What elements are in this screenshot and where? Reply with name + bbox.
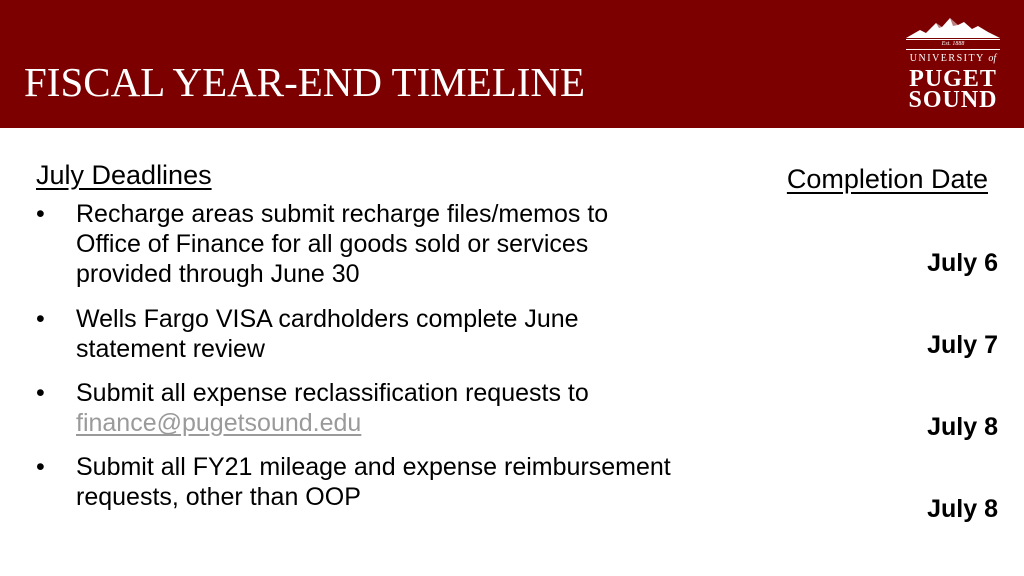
logo-rule-bottom — [906, 49, 1000, 50]
logo-rule-top — [906, 39, 1000, 40]
completion-date-heading: Completion Date — [786, 164, 988, 194]
finance-email-link[interactable]: finance@pugetsound.edu — [76, 409, 362, 437]
completion-date: July 8 — [927, 413, 998, 441]
bullet-icon: • — [36, 453, 45, 481]
july-deadlines-heading: July Deadlines — [36, 160, 212, 190]
header-bar — [0, 0, 1024, 128]
bullet-icon: • — [36, 305, 45, 333]
completion-date: July 6 — [927, 249, 998, 277]
list-item-text: Submit all expense reclassification requests to — [76, 379, 589, 407]
list-item-text: Recharge areas submit recharge files/memos to Office of Finance for all goods sold or services provided through June 30 — [76, 200, 609, 288]
completion-date: July 8 — [927, 495, 998, 523]
logo-university: UNIVERSITY of — [909, 53, 997, 64]
logo-established: Est. 1888 — [941, 41, 965, 47]
page-title: FISCAL YEAR-END TIMELINE — [24, 59, 586, 105]
list-item-text: Submit all FY21 mileage and expense reimbursement requests, other than OOP — [76, 453, 671, 511]
bullet-icon: • — [36, 379, 45, 407]
bullet-icon: • — [36, 200, 45, 228]
logo-puget: PUGET — [909, 66, 997, 92]
completion-date: July 7 — [927, 331, 998, 359]
mountain-icon — [906, 14, 1000, 40]
list-item-text: Wells Fargo VISA cardholders complete June statement review — [76, 305, 579, 363]
university-logo — [898, 14, 1008, 114]
logo-sound: SOUND — [908, 87, 998, 113]
